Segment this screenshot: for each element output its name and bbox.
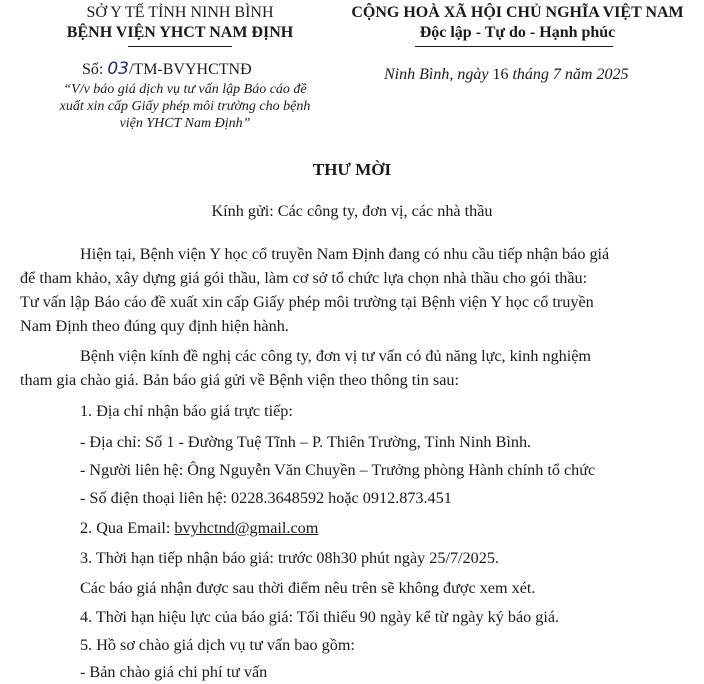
item-5-sub-1: - Bản chào giá chi phí tư vấn	[80, 663, 268, 681]
contact-email-link[interactable]: bvyhctnd@gmail.com	[174, 519, 319, 537]
para2-line-2: tham gia chào giá. Bản báo giá gửi về Bệnh viện theo thông tin sau:	[20, 371, 459, 389]
para1-line-2: để tham khảo, xây dựng giá gói thầu, làm cơ sở tổ chức lựa chọn nhà thầu cho gói thầu:	[20, 269, 588, 287]
item-5: 5. Hồ sơ chào giá dịch vụ tư vấn bao gồm:	[80, 636, 355, 654]
para1-line-4: Nam Định theo đúng quy định hiện hành.	[20, 317, 289, 335]
agency-name: SỞ Y TẾ TỈNH NINH BÌNH	[86, 4, 274, 21]
national-motto: Độc lập - Tự do - Hạnh phúc	[419, 24, 616, 41]
date-month-prefix: tháng	[512, 66, 549, 83]
issue-date	[384, 66, 628, 84]
motto-underline	[415, 46, 613, 47]
item-1-address: - Địa chỉ: Số 1 - Đường Tuệ Tĩnh – P. Thiên Trường, Tỉnh Ninh Bình.	[80, 433, 532, 451]
doc-no-handwritten: 03	[107, 59, 129, 79]
item-2-label: 2. Qua Email:	[80, 519, 175, 537]
item-3: 3. Thời hạn tiếp nhận báo giá: trước 08h30 phút ngày 25/7/2025.	[80, 549, 499, 567]
letter-title: THƯ MỜI	[312, 160, 392, 179]
para2-line-1: Bệnh viện kính đề nghị các công ty, đơn vị tư vấn có đủ năng lực, kinh nghiệm	[80, 347, 592, 365]
item-3-note: Các báo giá nhận được sau thời điểm nêu trên sẽ không được xem xét.	[80, 579, 536, 597]
date-year-prefix: năm	[564, 66, 593, 83]
item-2	[80, 517, 318, 540]
subject-line-2: xuất xin cấp Giấy phép môi trường cho bệnh	[59, 99, 311, 114]
doc-no-suffix: /TM-BVYHCTNĐ	[128, 61, 252, 78]
document-number	[82, 59, 252, 79]
para1-line-3: Tư vấn lập Báo cáo đề xuất xin cấp Giấy phép môi trường tại Bệnh viện Y học cổ truyền	[20, 293, 594, 311]
nation-name: CỘNG HOÀ XÃ HỘI CHỦ NGHĨA VIỆT NAM	[351, 4, 684, 21]
item-1-phone: - Số điện thoại liên hệ: 0228.3648592 hoặc 0912.873.451	[80, 489, 452, 507]
date-day: 16	[492, 66, 509, 83]
date-prefix: Ninh Bình, ngày	[384, 66, 489, 83]
subject-line-3: viện YHCT Nam Định”	[119, 116, 251, 131]
doc-no-prefix: Số:	[82, 61, 104, 78]
document-subject	[20, 81, 350, 132]
item-1-contact: - Người liên hệ: Ông Nguyễn Văn Chuyền – Trưởng phòng Hành chính tổ chức	[80, 461, 596, 479]
date-year: 2025	[596, 66, 629, 83]
item-4: 4. Thời hạn hiệu lực của báo giá: Tối thiểu 90 ngày kể từ ngày ký báo giá.	[80, 608, 560, 626]
organization-name: BỆNH VIỆN YHCT NAM ĐỊNH	[66, 24, 294, 41]
subject-line-1: “V/v báo giá dịch vụ tư vấn lập Báo cáo đề	[63, 82, 307, 97]
org-underline	[128, 46, 232, 47]
item-1: 1. Địa chỉ nhận báo giá trực tiếp:	[80, 402, 293, 420]
para1-line-1: Hiện tại, Bệnh viện Y học cổ truyền Nam Định đang có nhu cầu tiếp nhận báo giá	[80, 245, 610, 263]
date-month: 7	[552, 66, 561, 83]
letter-greeting: Kính gửi: Các công ty, đơn vị, các nhà thầu	[211, 202, 493, 220]
